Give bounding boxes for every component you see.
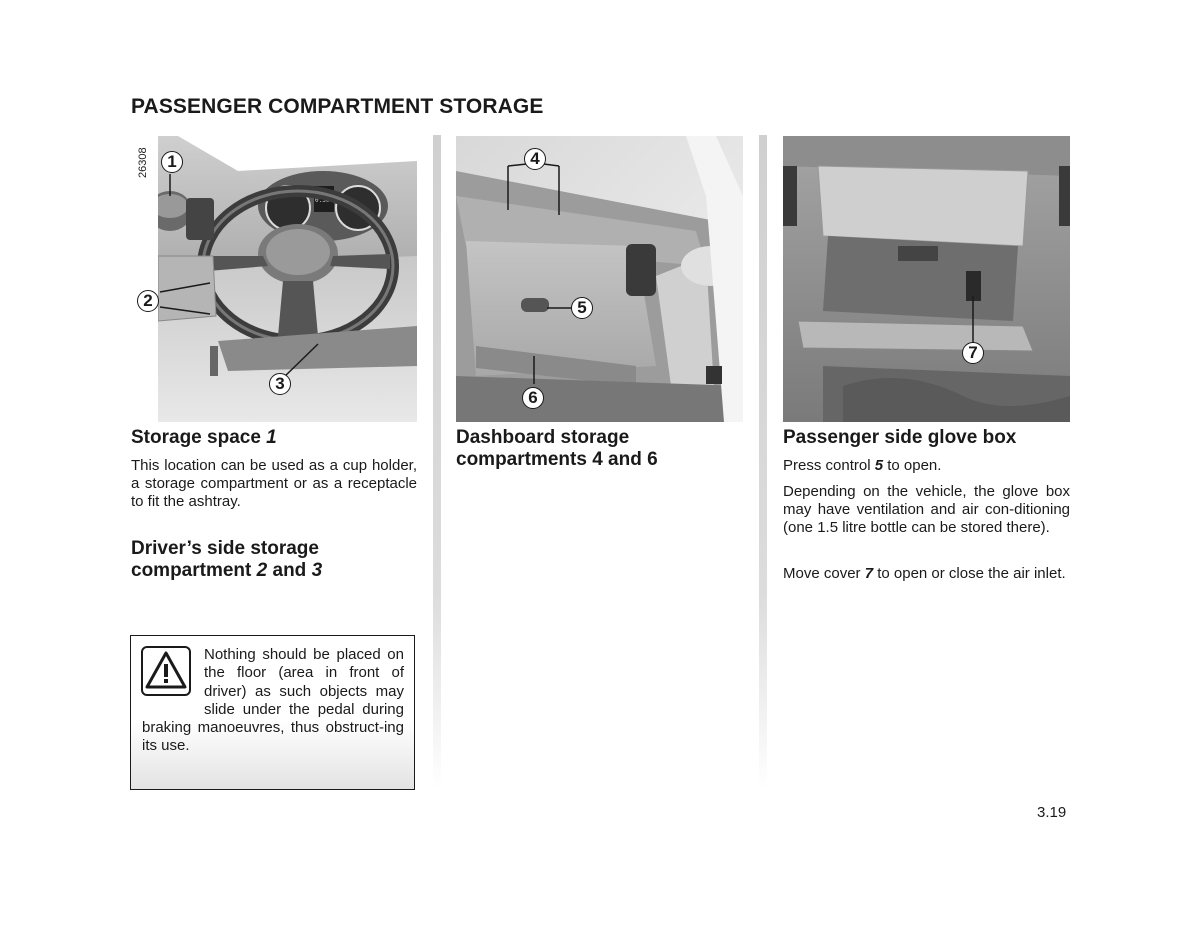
storage-space-paragraph: This location can be used as a cup holder, a storage compartment or as a receptacle to fit the ashtray. — [131, 457, 417, 511]
callout-4: 4 — [524, 148, 546, 170]
callout-3: 3 — [269, 373, 291, 395]
glove-box-paragraph-2: Depending on the vehicle, the glove box may have ventilation and air con-ditioning (one 1.5 litre bottle can be stored there). — [783, 483, 1070, 537]
callout-5: 5 — [571, 297, 593, 319]
column-divider — [433, 135, 441, 790]
svg-text:0.30: 0.30 — [315, 197, 330, 204]
callout-7: 7 — [962, 342, 984, 364]
callout-6: 6 — [522, 387, 544, 409]
figure-dashboard-storage — [456, 136, 743, 422]
heading-glove-box: Passenger side glove box — [783, 427, 1017, 448]
heading-dashboard-storage: Dashboard storage compartments 4 and 6 — [456, 427, 658, 470]
glove-box-paragraph-3: Move cover 7 to open or close the air inlet. — [783, 565, 1066, 582]
warning-box — [130, 635, 415, 790]
warning-text: Nothing should be placed on the floor (area in front of driver) as such objects may slide under the pedal during braking manoeuvres, thus obstruct-ing its use. — [142, 646, 404, 755]
callout-1: 1 — [161, 151, 183, 173]
heading-storage-space: Storage space 1 — [131, 427, 277, 448]
glove-box-paragraph-1: Press control 5 to open. — [783, 457, 942, 474]
column-divider — [759, 135, 767, 790]
figure-glove-box — [783, 136, 1070, 422]
page-number: 3.19 — [1037, 804, 1067, 821]
page-title: PASSENGER COMPARTMENT STORAGE — [131, 95, 544, 118]
glove-box-illustration — [783, 136, 1070, 422]
callout-2: 2 — [137, 290, 159, 312]
dashboard-storage-illustration — [456, 136, 743, 422]
heading-drivers-side-storage: Driver’s side storage compartment 2 and 3 — [131, 538, 323, 581]
figure-code: 26308 — [137, 147, 149, 178]
